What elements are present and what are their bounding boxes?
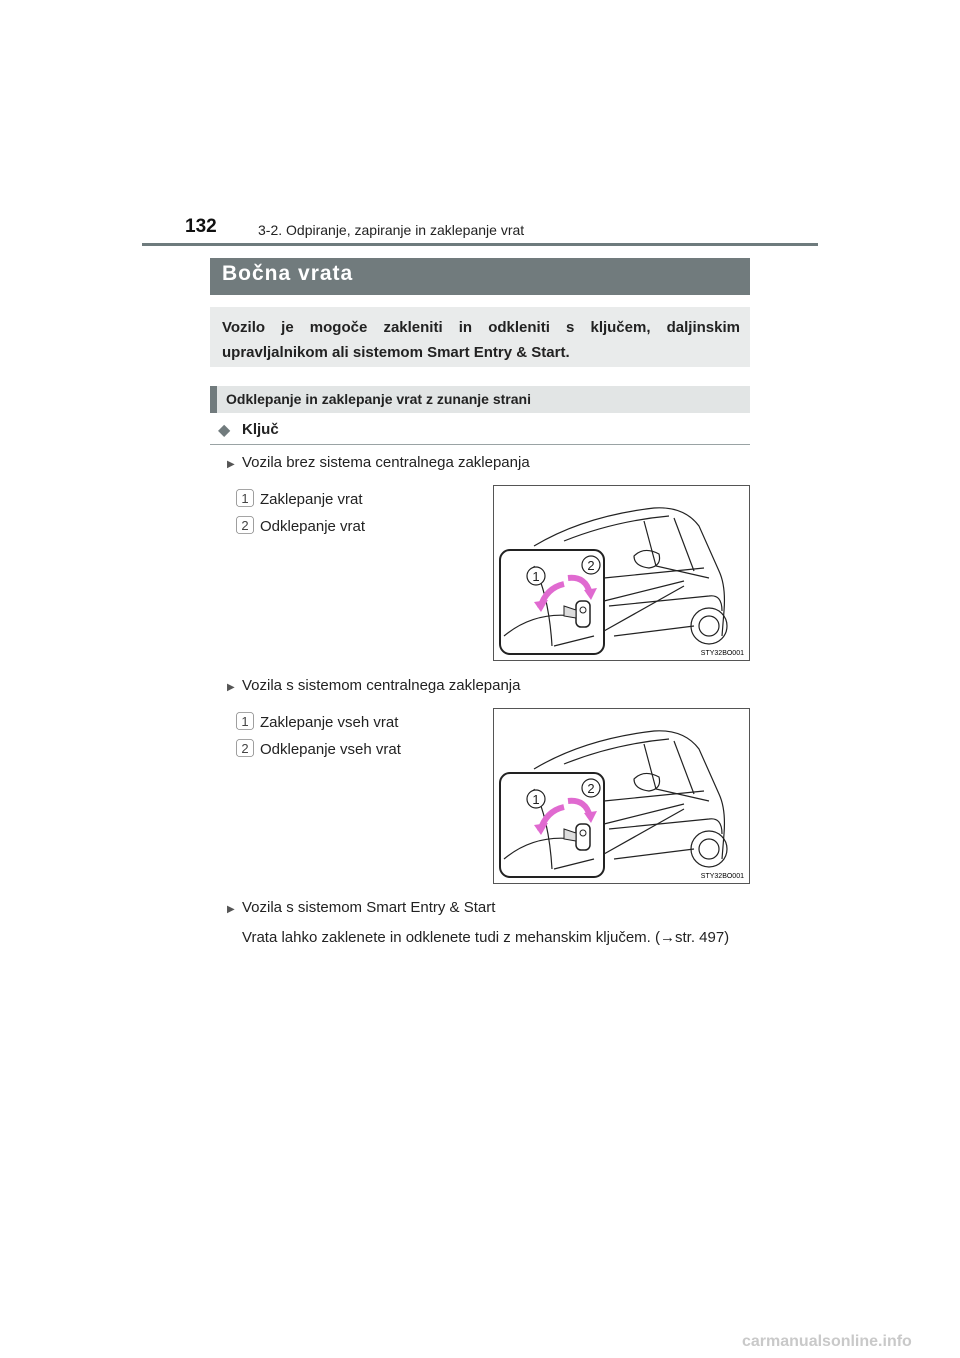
smart-entry-note: Vrata lahko zaklenete in odklenete tudi z mehanskim ključem. (→str. 497) bbox=[242, 929, 730, 946]
car-door-key-illustration bbox=[493, 708, 750, 884]
subheading-divider bbox=[210, 444, 750, 445]
page-title: Bočna vrata bbox=[222, 262, 354, 285]
subheading-key: Ključ bbox=[242, 421, 279, 438]
number-1-icon bbox=[236, 489, 254, 507]
figure-callout-2: 2 bbox=[587, 558, 595, 573]
triangle-bullet-icon: ▶ bbox=[227, 459, 235, 470]
svg-text:2: 2 bbox=[241, 518, 249, 533]
number-2-icon bbox=[236, 516, 254, 534]
svg-text:1: 1 bbox=[241, 491, 249, 506]
svg-text:1: 1 bbox=[241, 714, 249, 729]
page-number: 132 bbox=[185, 216, 217, 237]
step-lock-doors: Zaklepanje vrat bbox=[260, 491, 363, 508]
triangle-bullet-icon: ▶ bbox=[227, 682, 235, 693]
triangle-bullet-icon: ▶ bbox=[227, 904, 235, 915]
watermark: carmanualsonline.info bbox=[742, 1333, 912, 1350]
figure-code: STY32BO001 bbox=[700, 650, 744, 657]
diamond-icon: ◆ bbox=[218, 422, 231, 439]
intro-text: Vozilo je mogoče zakleniti in odkleniti s ključem, daljinskim upravljalnikom ali sistemom Smart Entry & Start. bbox=[222, 319, 740, 361]
bullet-central-locking: Vozila s sistemom centralnega zaklepanja bbox=[242, 677, 521, 694]
step-lock-all-doors: Zaklepanje vseh vrat bbox=[260, 714, 399, 731]
bullet-smart-entry: Vozila s sistemom Smart Entry & Start bbox=[242, 899, 496, 916]
section-breadcrumb: 3-2. Odpiranje, zapiranje in zaklepanje vrat bbox=[258, 222, 525, 238]
step-unlock-doors: Odklepanje vrat bbox=[260, 518, 366, 535]
car-door-key-illustration bbox=[493, 485, 750, 661]
step-unlock-all-doors: Odklepanje vseh vrat bbox=[260, 741, 401, 758]
subsection-accent-bar bbox=[210, 386, 217, 413]
figure-callout-1: 1 bbox=[532, 792, 540, 807]
figure-callout-2: 2 bbox=[587, 781, 595, 796]
number-1-icon bbox=[236, 712, 254, 730]
svg-text:2: 2 bbox=[241, 741, 249, 756]
number-2-icon bbox=[236, 739, 254, 757]
subsection-title: Odklepanje in zaklepanje vrat z zunanje strani bbox=[226, 391, 531, 407]
figure-code: STY32BO001 bbox=[700, 873, 744, 880]
header-divider bbox=[142, 243, 818, 246]
bullet-no-central-locking: Vozila brez sistema centralnega zaklepanja bbox=[242, 454, 530, 471]
figure-callout-1: 1 bbox=[532, 569, 540, 584]
